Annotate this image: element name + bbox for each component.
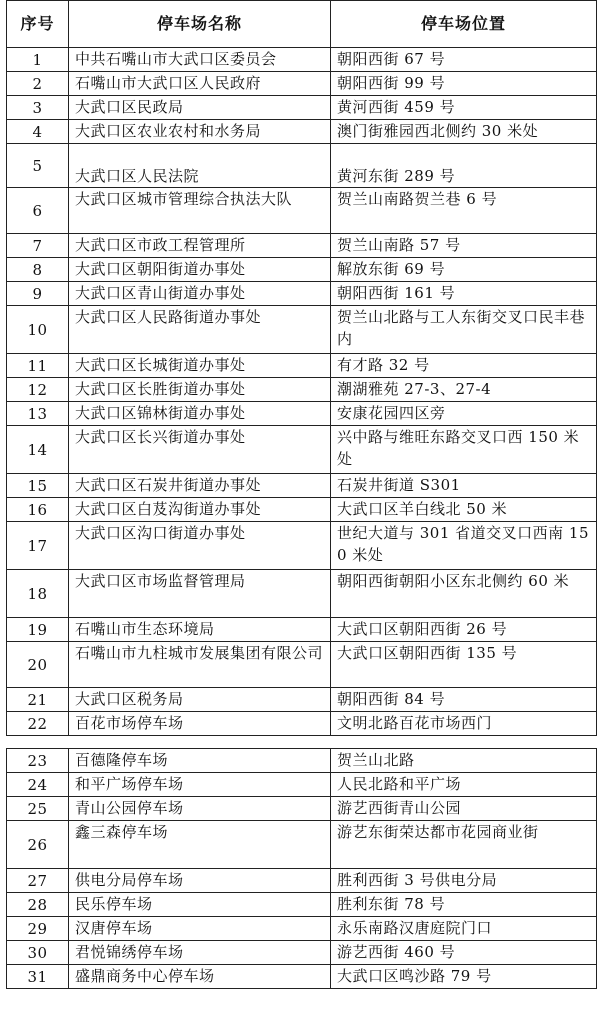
row-name: 大武口区锦林街道办事处 — [69, 402, 331, 426]
table-row — [7, 354, 597, 378]
row-location: 胜利东街 78 号 — [331, 893, 597, 917]
row-index: 12 — [7, 378, 69, 402]
row-name: 大武口区白芨沟街道办事处 — [69, 498, 331, 522]
table-row — [7, 402, 597, 426]
row-index: 17 — [7, 522, 69, 570]
table-row — [7, 941, 597, 965]
row-index: 10 — [7, 306, 69, 354]
row-location: 大武口区朝阳西街 26 号 — [331, 618, 597, 642]
table-row — [7, 120, 597, 144]
row-location: 澳门街雅园西北侧约 30 米处 — [331, 120, 597, 144]
row-index: 6 — [7, 188, 69, 234]
row-location: 贺兰山南路贺兰巷 6 号 — [331, 188, 597, 234]
table-row — [7, 642, 597, 688]
table-row — [7, 474, 597, 498]
row-index: 3 — [7, 96, 69, 120]
row-name: 大武口区市场监督管理局 — [69, 570, 331, 618]
row-location: 安康花园四区旁 — [331, 402, 597, 426]
table-row — [7, 893, 597, 917]
row-name: 大武口区青山街道办事处 — [69, 282, 331, 306]
table-row — [7, 188, 597, 234]
table-row — [7, 965, 597, 989]
row-location: 黄河东街 289 号 — [331, 144, 597, 188]
table-row — [7, 773, 597, 797]
row-location: 人民北路和平广场 — [331, 773, 597, 797]
row-location: 朝阳西街 84 号 — [331, 688, 597, 712]
row-location: 朝阳西街 161 号 — [331, 282, 597, 306]
row-location: 贺兰山北路与工人东街交叉口民丰巷内 — [331, 306, 597, 354]
table-row — [7, 144, 597, 188]
row-name: 大武口区人民路街道办事处 — [69, 306, 331, 354]
row-location: 永乐南路汉唐庭院门口 — [331, 917, 597, 941]
table-row — [7, 498, 597, 522]
table-row — [7, 821, 597, 869]
row-index: 19 — [7, 618, 69, 642]
row-location: 世纪大道与 301 省道交叉口西南 150 米处 — [331, 522, 597, 570]
row-name: 石嘴山市生态环境局 — [69, 618, 331, 642]
row-name: 大武口区石炭井街道办事处 — [69, 474, 331, 498]
row-location: 贺兰山南路 57 号 — [331, 234, 597, 258]
row-location: 有才路 32 号 — [331, 354, 597, 378]
row-index: 28 — [7, 893, 69, 917]
row-name: 中共石嘴山市大武口区委员会 — [69, 48, 331, 72]
row-name: 君悦锦绣停车场 — [69, 941, 331, 965]
row-location: 解放东街 69 号 — [331, 258, 597, 282]
row-index: 22 — [7, 712, 69, 736]
row-index: 11 — [7, 354, 69, 378]
row-name: 石嘴山市九柱城市发展集团有限公司 — [69, 642, 331, 688]
row-index: 27 — [7, 869, 69, 893]
table-row — [7, 570, 597, 618]
table-body-1 — [7, 48, 597, 736]
table-row — [7, 258, 597, 282]
table-row — [7, 688, 597, 712]
table-row — [7, 96, 597, 120]
row-name: 青山公园停车场 — [69, 797, 331, 821]
header-location: 停车场位置 — [331, 1, 597, 48]
table-row — [7, 749, 597, 773]
table-gap — [0, 736, 600, 748]
row-name: 大武口区农业农村和水务局 — [69, 120, 331, 144]
table-body-2 — [7, 749, 597, 989]
table-row — [7, 618, 597, 642]
row-name: 供电分局停车场 — [69, 869, 331, 893]
row-name: 百花市场停车场 — [69, 712, 331, 736]
row-index: 2 — [7, 72, 69, 96]
table-row — [7, 378, 597, 402]
row-index: 13 — [7, 402, 69, 426]
row-name: 大武口区税务局 — [69, 688, 331, 712]
header-name: 停车场名称 — [69, 1, 331, 48]
header-index: 序号 — [7, 1, 69, 48]
row-index: 20 — [7, 642, 69, 688]
row-index: 1 — [7, 48, 69, 72]
row-location: 文明北路百花市场西门 — [331, 712, 597, 736]
row-name: 大武口区长胜街道办事处 — [69, 378, 331, 402]
table-row — [7, 48, 597, 72]
row-index: 7 — [7, 234, 69, 258]
row-location: 大武口区鸣沙路 79 号 — [331, 965, 597, 989]
table-row — [7, 426, 597, 474]
row-name: 盛鼎商务中心停车场 — [69, 965, 331, 989]
row-name: 大武口区人民法院 — [69, 144, 331, 188]
row-location: 游艺西街 460 号 — [331, 941, 597, 965]
row-index: 4 — [7, 120, 69, 144]
row-index: 9 — [7, 282, 69, 306]
row-index: 14 — [7, 426, 69, 474]
row-location: 兴中路与维旺东路交叉口西 150 米处 — [331, 426, 597, 474]
row-index: 30 — [7, 941, 69, 965]
table-row — [7, 917, 597, 941]
row-name: 大武口区市政工程管理所 — [69, 234, 331, 258]
row-location: 黄河西街 459 号 — [331, 96, 597, 120]
table-row — [7, 797, 597, 821]
parking-table-part-1 — [6, 0, 597, 736]
row-location: 大武口区朝阳西街 135 号 — [331, 642, 597, 688]
table-row — [7, 712, 597, 736]
table-row — [7, 234, 597, 258]
table-row — [7, 522, 597, 570]
row-name: 大武口区城市管理综合执法大队 — [69, 188, 331, 234]
row-location: 大武口区羊白线北 50 米 — [331, 498, 597, 522]
row-index: 21 — [7, 688, 69, 712]
row-index: 24 — [7, 773, 69, 797]
table-row — [7, 72, 597, 96]
row-name: 百德隆停车场 — [69, 749, 331, 773]
parking-table-part-2 — [6, 748, 597, 989]
row-location: 游艺东街荣达都市花园商业街 — [331, 821, 597, 869]
row-location: 胜利西街 3 号供电分局 — [331, 869, 597, 893]
row-name: 大武口区民政局 — [69, 96, 331, 120]
table-row — [7, 306, 597, 354]
row-location: 石炭井街道 S301 — [331, 474, 597, 498]
row-index: 29 — [7, 917, 69, 941]
row-name: 大武口区长兴街道办事处 — [69, 426, 331, 474]
row-index: 23 — [7, 749, 69, 773]
row-index: 16 — [7, 498, 69, 522]
table-row — [7, 869, 597, 893]
row-name: 和平广场停车场 — [69, 773, 331, 797]
table-row — [7, 282, 597, 306]
row-index: 18 — [7, 570, 69, 618]
row-index: 25 — [7, 797, 69, 821]
row-name: 大武口区长城街道办事处 — [69, 354, 331, 378]
row-name: 鑫三森停车场 — [69, 821, 331, 869]
row-location: 朝阳西街朝阳小区东北侧约 60 米 — [331, 570, 597, 618]
row-index: 5 — [7, 144, 69, 188]
row-index: 8 — [7, 258, 69, 282]
row-location: 朝阳西街 99 号 — [331, 72, 597, 96]
row-location: 潮湖雅苑 27-3、27-4 — [331, 378, 597, 402]
row-name: 民乐停车场 — [69, 893, 331, 917]
row-location: 游艺西街青山公园 — [331, 797, 597, 821]
row-name: 石嘴山市大武口区人民政府 — [69, 72, 331, 96]
row-name: 大武口区沟口街道办事处 — [69, 522, 331, 570]
row-index: 31 — [7, 965, 69, 989]
table-header-row — [7, 1, 597, 48]
row-index: 26 — [7, 821, 69, 869]
row-index: 15 — [7, 474, 69, 498]
row-name: 大武口区朝阳街道办事处 — [69, 258, 331, 282]
row-location: 贺兰山北路 — [331, 749, 597, 773]
row-name: 汉唐停车场 — [69, 917, 331, 941]
row-location: 朝阳西街 67 号 — [331, 48, 597, 72]
